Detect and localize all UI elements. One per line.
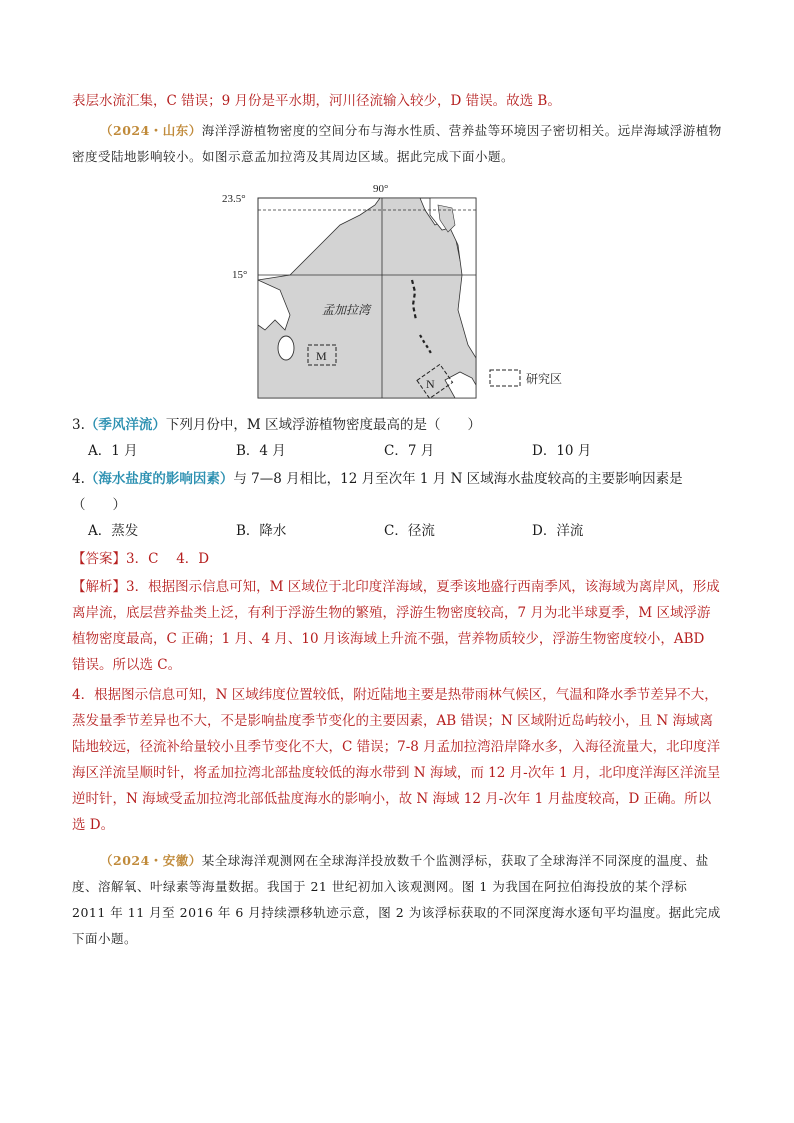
prev-answer-tail: 表层水流汇集，C 错误；9 月份是平水期，河川径流输入较少，D 错误。故选 B。 xyxy=(72,93,561,109)
legend-study-area-icon xyxy=(490,370,520,386)
intro-text: 海洋浮游植物密度的空间分布与海水性质、营养盐等环境因子密切相关。远岸海域浮游植物密度受陆地影响较小。如图示意孟加拉湾及其周边区域。据此完成下面小题。 xyxy=(72,123,722,164)
lon-90-label: 90° xyxy=(373,183,389,195)
q3-option-d: D．10 月 xyxy=(532,443,592,459)
q3-option-b: B．4 月 xyxy=(236,443,286,459)
question-4-stem: 4.（海水盐度的影响因素）与 7—8 月相比，12 月至次年 1 月 N 区域海水盐度较高的主要影响因素是 xyxy=(72,471,683,487)
bay-of-bengal-map xyxy=(220,180,580,410)
q3-option-a: A．1 月 xyxy=(88,443,138,459)
q4-option-a: A．蒸发 xyxy=(88,523,139,539)
q3-option-c: C．7 月 xyxy=(384,443,435,459)
analysis-q4: 4．根据图示信息可知，N 区域纬度位置较低，附近陆地主要是热带雨林气候区，气温和降水季节差异不大，蒸发量季节差异也不大，不是影响盐度季节变化的主要因素，AB 错误；N 区域附近岛屿较小，且 N 海域离陆地较远，径流补给量较小且季节变化不大，C 错误；7-8 月孟加拉湾沿岸降水多，入海径流量大，北印度洋海区洋流呈顺时针，将孟加拉湾北部盐度较低的海水带到 N 海域，而 12 月-次年 1 月，北印度洋海区洋流呈逆时针，N 海域受孟加拉湾北部低盐度海水的影响小，故 N 海域 12 月-次年 1 月盐度较高，D 正确。所以选 D。 xyxy=(72,687,721,833)
question-3-stem: 3.（季风洋流）下列月份中，M 区域浮游植物密度最高的是（ ） xyxy=(72,417,482,433)
analysis-label: 【解析】 xyxy=(72,579,126,595)
question-intro-anhui: （2024・安徽）某全球海洋观测网在全球海洋投放数千个监测浮标，获取了全球海洋不同深度的温度、盐度、溶解氧、叶绿素等海量数据。我国于 21 世纪初加入该观测网。图 1 为我国在阿拉伯海投放的某个浮标 2011 年 11 月至 2016 年 6 月持续漂移轨迹示意，图 2 为该浮标获取的不同深度海水逐旬平均温度。据此完成下面小题。 xyxy=(72,853,721,946)
lat-23-5-label: 23.5° xyxy=(222,193,246,205)
q4-option-d: D．洋流 xyxy=(532,523,584,539)
sea-label: 孟加拉湾 xyxy=(322,303,371,317)
question-intro-shandong xyxy=(72,118,722,170)
lat-15-label: 15° xyxy=(232,269,248,281)
answer-label: 【答案】 xyxy=(72,551,126,567)
legend-label: 研究区 xyxy=(526,372,563,386)
q4-option-c: C．径流 xyxy=(384,523,435,539)
svg-text:M: M xyxy=(316,349,327,363)
source-tag-2: （2024・安徽） xyxy=(100,853,202,868)
q4-topic-tag: （海水盐度的影响因素） xyxy=(84,471,234,487)
answer-line: 【答案】3．C 4．D xyxy=(72,551,210,567)
question-3-options xyxy=(88,438,728,464)
q3-topic-tag: （季风洋流） xyxy=(84,417,166,433)
source-tag: （2024・山东） xyxy=(100,123,202,138)
question-4-paren: （ ） xyxy=(72,497,126,513)
q4-option-b: B．降水 xyxy=(236,523,287,539)
question-4-options xyxy=(88,518,728,544)
svg-text:N: N xyxy=(426,377,435,391)
analysis-q3: 【解析】3．根据图示信息可知，M 区域位于北印度洋海域，夏季该地盛行西南季风，该海域为离岸风，形成离岸流，底层营养盐类上泛，有利于浮游生物的繁殖，浮游生物密度较高，7 月为北半球夏季，M 区域浮游植物密度最高，C 正确；1 月、4 月、10 月该海域上升流不强，营养物质较少，浮游生物密度较小，ABD 错误。所以选 C。 xyxy=(72,579,720,673)
